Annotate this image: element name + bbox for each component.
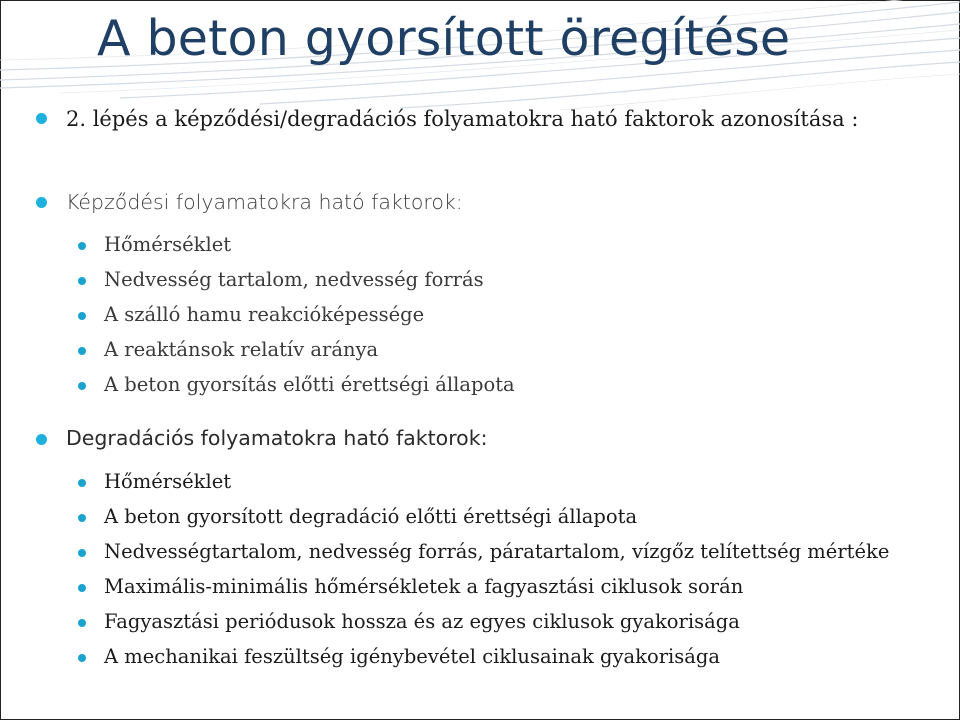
bullet-icon: [78, 382, 86, 390]
bullet-icon: [78, 242, 86, 250]
bullet-icon: [36, 434, 47, 445]
degradation-heading: Degradációs folyamatokra ható faktorok:: [66, 426, 488, 450]
bullet-icon: [78, 584, 86, 592]
bullet-icon: [78, 549, 86, 557]
bullet-icon: [78, 619, 86, 627]
slide-title: A beton gyorsított öregítése: [97, 10, 791, 67]
degradation-item: Maximális-minimális hőmérsékletek a fagyasztási ciklusok során: [104, 575, 744, 598]
degradation-item: Nedvességtartalom, nedvesség forrás, páratartalom, vízgőz telítettség mértéke: [104, 540, 890, 563]
formation-heading: Képződési folyamatokra ható faktorok:: [66, 190, 463, 214]
formation-item: Nedvesség tartalom, nedvesség forrás: [104, 268, 484, 291]
degradation-item: A beton gyorsított degradáció előtti érettségi állapota: [104, 505, 638, 528]
bullet-icon: [78, 654, 86, 662]
formation-item: A reaktánsok relatív aránya: [104, 338, 379, 361]
formation-item: Hőmérséklet: [104, 233, 232, 256]
degradation-item: Hőmérséklet: [104, 470, 232, 493]
bullet-icon: [78, 514, 86, 522]
degradation-item: A mechanikai feszültség igénybevétel ciklusainak gyakorisága: [104, 645, 721, 668]
bullet-icon: [78, 347, 86, 355]
bullet-icon: [78, 479, 86, 487]
degradation-item: Fagyasztási periódusok hossza és az egyes ciklusok gyakorisága: [104, 610, 740, 633]
bullet-icon: [36, 197, 47, 208]
bullet-icon: [78, 277, 86, 285]
formation-item: A beton gyorsítás előtti érettségi állapota: [104, 373, 515, 396]
formation-item: A szálló hamu reakcióképessége: [104, 303, 425, 326]
bullet-icon: [36, 113, 47, 124]
step-text: 2. lépés a képződési/degradációs folyamatokra ható faktorok azonosítása :: [66, 107, 859, 131]
bullet-icon: [78, 312, 86, 320]
